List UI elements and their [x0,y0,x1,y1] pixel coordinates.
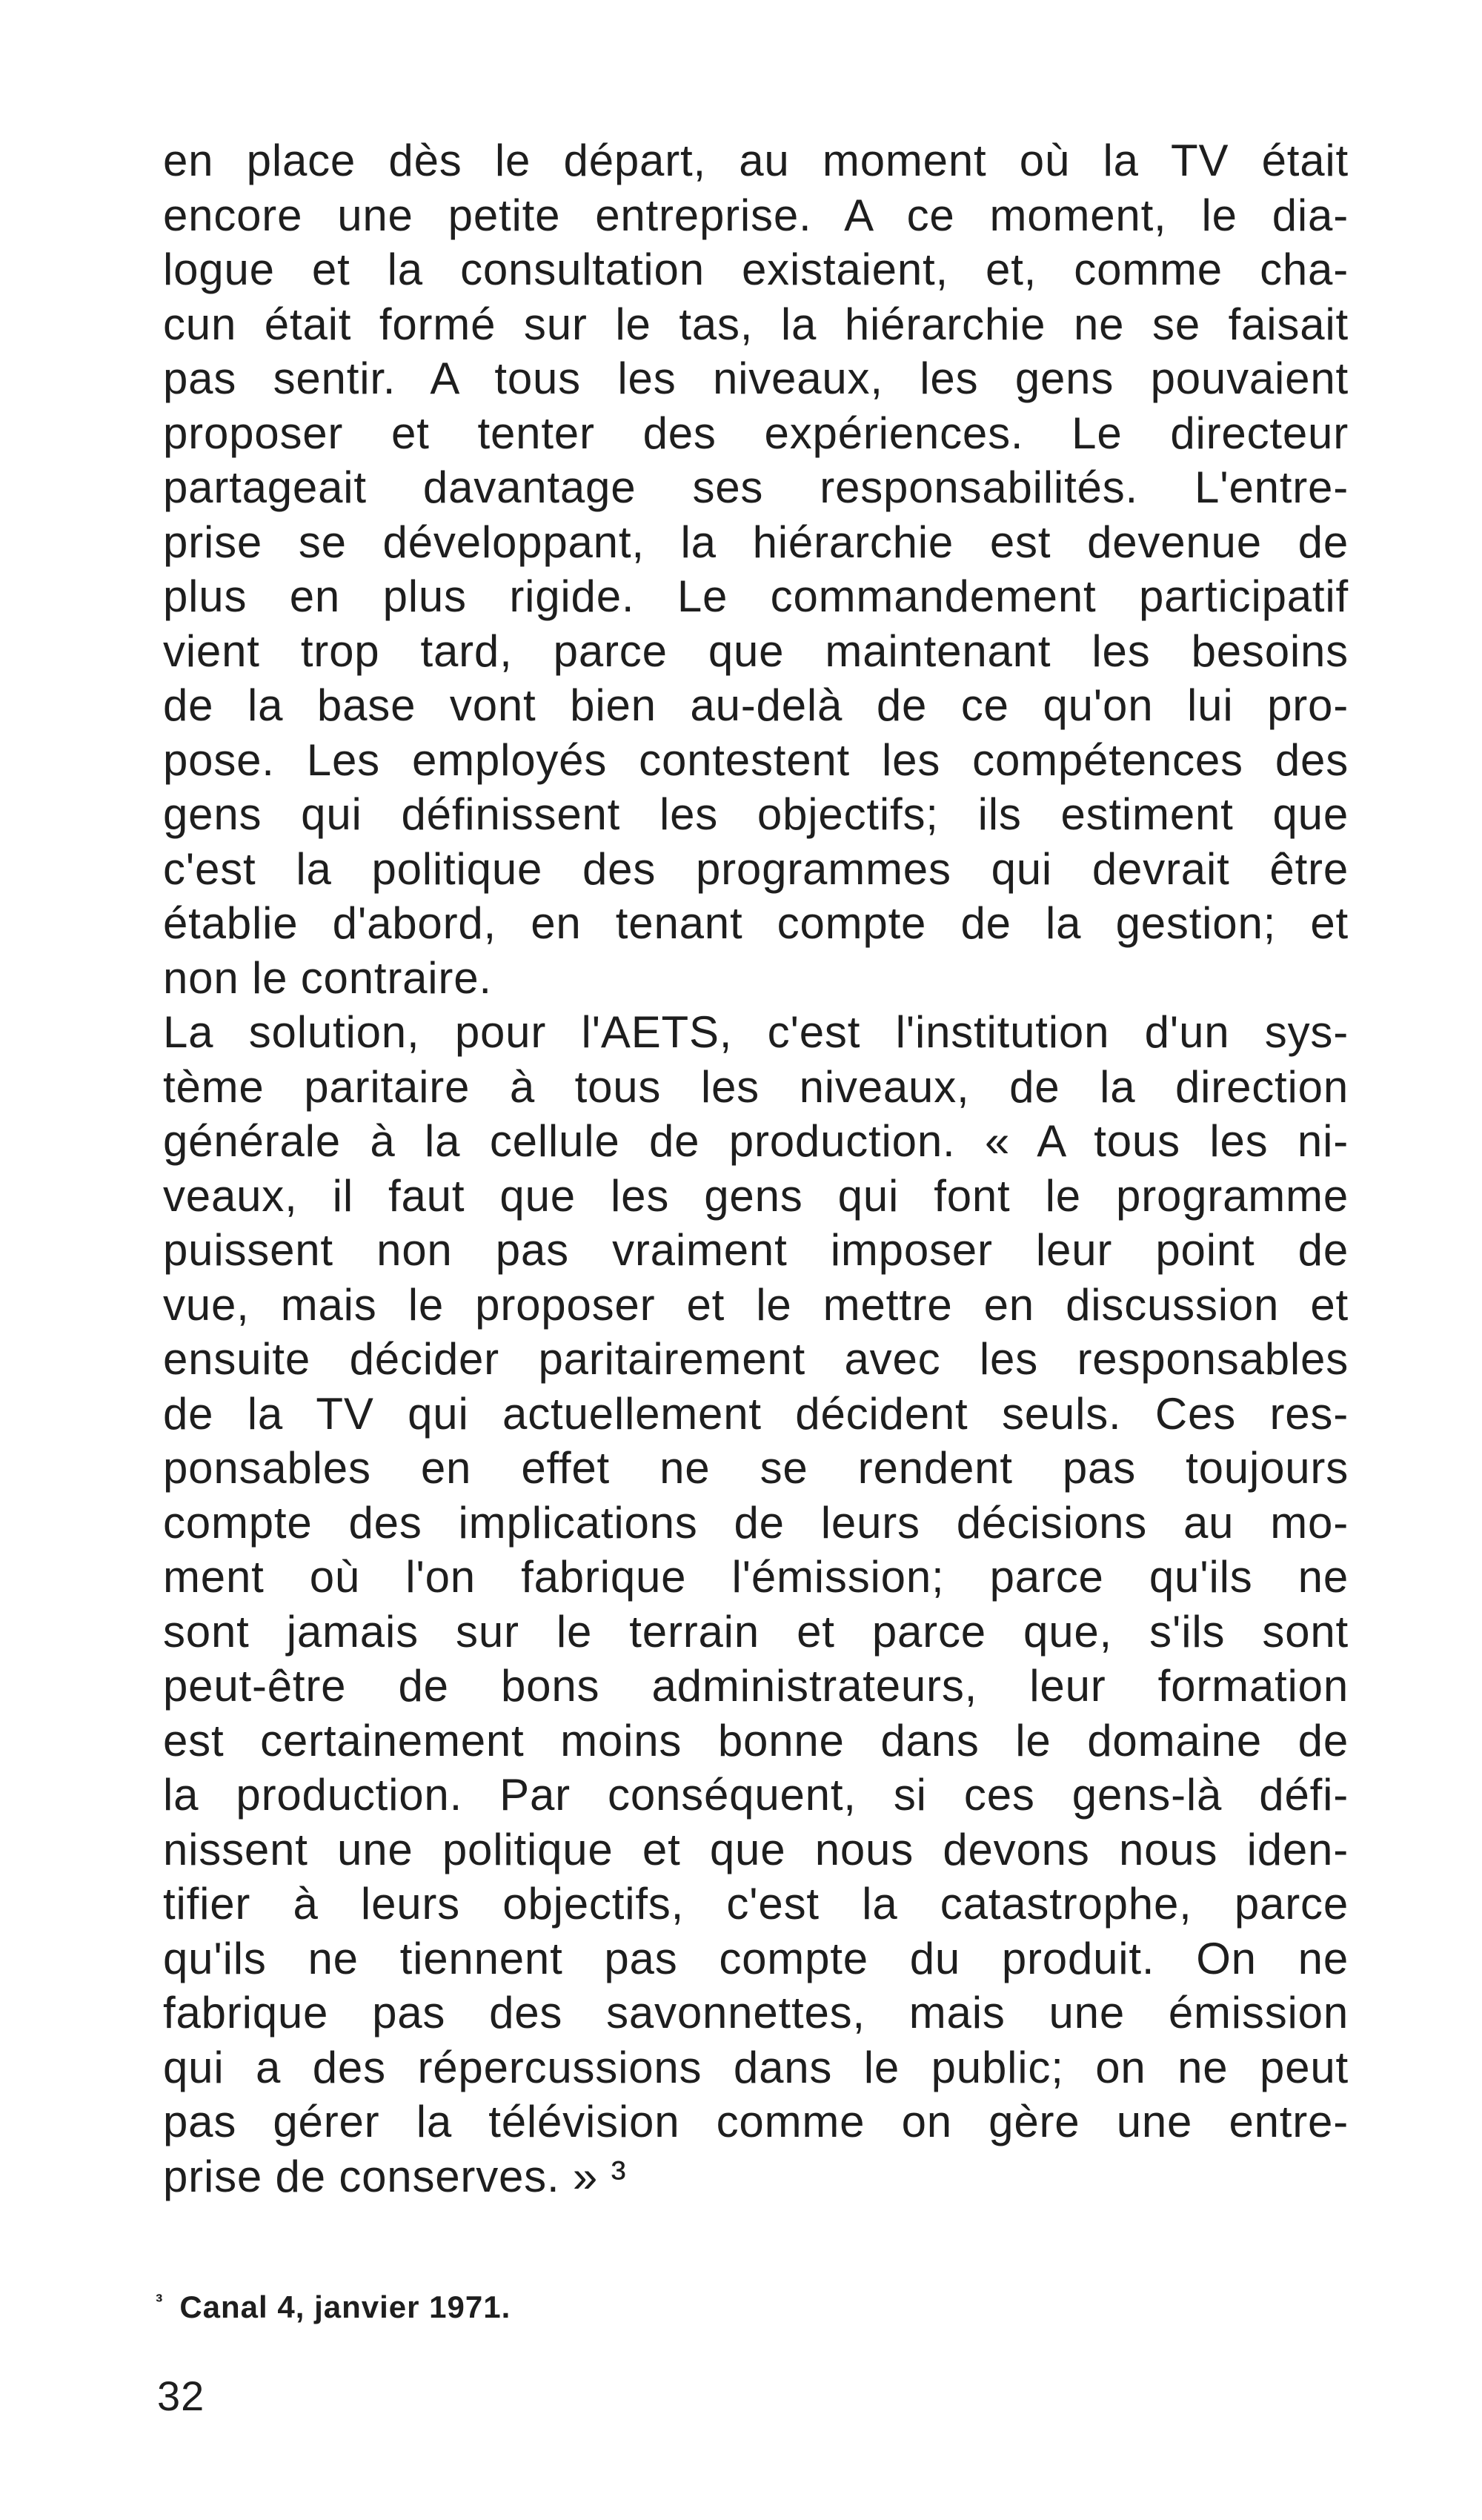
text-line: non le contraire. [163,952,492,1003]
footnote-marker: ³ [156,2290,164,2313]
text-line: tifier à leurs objectifs, c'est la catastrophe, parce [163,1879,1349,1929]
text-line: prise se développant, la hiérarchie est devenue de [163,517,1349,567]
text-line: logue et la consultation existaient, et, comme cha- [163,245,1349,294]
text-line: cun était formé sur le tas, la hiérarchie ne se faisait [163,299,1349,349]
text-line: La solution, pour l'AETS, c'est l'institution d'un sys- [163,1007,1349,1057]
text-line: est certainement moins bonne dans le domaine de [163,1715,1349,1765]
text-line: pose. Les employés contestent les compétences des [163,735,1349,785]
text-line: vient trop tard, parce que maintenant les besoins [163,626,1349,676]
text-line: partageait davantage ses responsabilités. L'entre- [163,462,1349,512]
text-line: gens qui définissent les objectifs; ils estiment que [163,789,1349,839]
text-line: peut-être de bons administrateurs, leur formation [163,1661,1349,1711]
page-number: 32 [157,2373,205,2419]
text-line: plus en plus rigide. Le commandement participatif [163,571,1349,621]
text-line: générale à la cellule de production. « A tous les ni- [163,1116,1349,1166]
text-line: ponsables en effet ne se rendent pas toujours [163,1443,1349,1493]
text-line: nissent une politique et que nous devons nous iden- [163,1824,1349,1874]
text-line: compte des implications de leurs décisions au mo- [163,1497,1349,1548]
text-line: de la base vont bien au-delà de ce qu'on lui pro- [163,680,1349,730]
text-line: encore une petite entreprise. A ce moment, le dia- [163,190,1349,240]
text-line: en place dès le départ, au moment où la TV était [163,136,1349,185]
text-line: prise de conserves. » ³ [163,2151,627,2201]
text-line: de la TV qui actuellement décident seuls. Ces res- [163,1388,1349,1439]
text-line: la production. Par conséquent, si ces gens-là défi- [163,1770,1349,1820]
text-line: ensuite décider paritairement avec les responsables [163,1334,1349,1384]
footnote [156,2280,511,2330]
text-line: puissent non pas vraiment imposer leur point de [163,1225,1349,1275]
text-line: établie d'abord, en tenant compte de la gestion; et [163,898,1349,948]
text-line: c'est la politique des programmes qui devrait être [163,843,1349,894]
text-line: sont jamais sur le terrain et parce que, s'ils sont [163,1606,1349,1657]
text-line: ment où l'on fabrique l'émission; parce qu'ils ne [163,1552,1349,1602]
text-line: qui a des répercussions dans le public; on ne peut [163,2042,1349,2092]
text-line: tème paritaire à tous les niveaux, de la direction [163,1061,1349,1112]
footnote-text: Canal 4, janvier 1971. [179,2289,511,2324]
text-line: vue, mais le proposer et le mettre en discussion et [163,1279,1349,1330]
text-line: pas sentir. A tous les niveaux, les gens pouvaient [163,354,1349,403]
text-line: pas gérer la télévision comme on gère une entre- [163,2097,1349,2146]
text-line: fabrique pas des savonnettes, mais une émission [163,1988,1349,2037]
body-text [163,133,1349,2204]
text-line: qu'ils ne tiennent pas compte du produit. On ne [163,1933,1349,1983]
text-line: veaux, il faut que les gens qui font le programme [163,1170,1349,1221]
text-line: proposer et tenter des expériences. Le directeur [163,408,1349,458]
